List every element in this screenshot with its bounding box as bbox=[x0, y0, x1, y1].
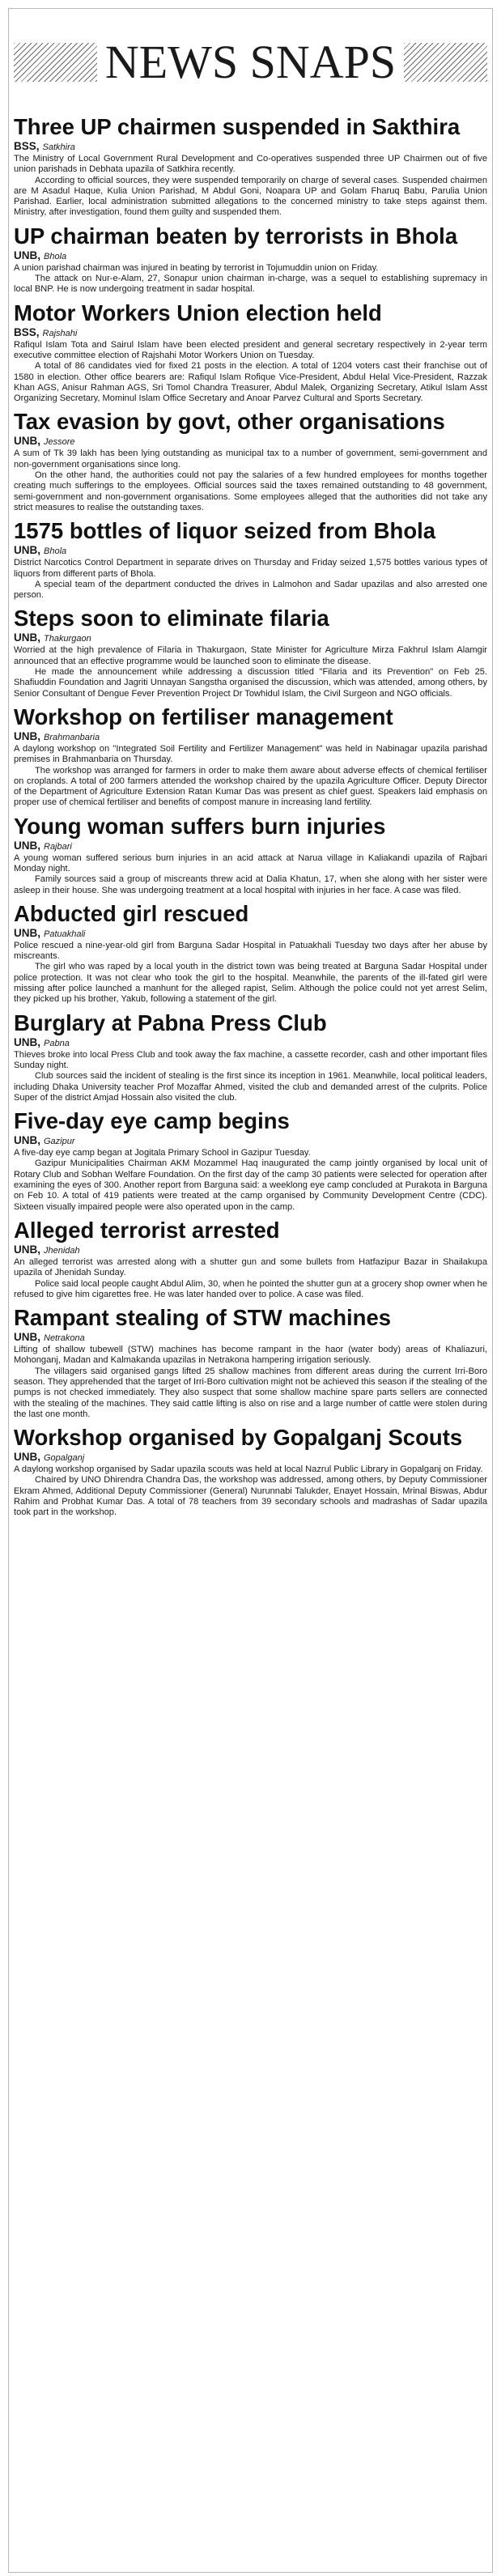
news-agency: BSS, bbox=[14, 140, 40, 152]
dateline-place: Bhola bbox=[44, 251, 67, 261]
paragraph: An alleged terrorist was arrested along with a shutter gun and some bullets from Hatfazipur Bazar in Shailakupa upazila of Jhenidah Sunday. bbox=[14, 1256, 487, 1278]
story-body bbox=[14, 448, 487, 513]
news-item bbox=[14, 901, 487, 1005]
paragraph: A daylong workshop organised by Sadar upazila scouts was held at local Nazrul Public Library in Gopalganj on Friday. bbox=[14, 1464, 483, 1475]
news-item bbox=[14, 814, 487, 896]
news-item bbox=[14, 1305, 487, 1420]
paragraph: A total of 86 candidates vied for fixed 21 posts in the election. A total of 1204 voters cast their franchise out of 1580 in election. Other office bearers are: Rafiqul Islam Rofique Vice-President, Abdul Helal Vice-President, Razzak Khan AGS, Anisur Rahman AGS, Sri Tomol Chandra Treasurer, Abdul Malek, Organizing Secretary, Atikul Islam Asst Organizing Secretary, Mominul Islam Office Secretary and Anoar Parvez Cultural and Sports Secretary. bbox=[14, 361, 487, 404]
headline: Five-day eye camp begins bbox=[14, 1108, 290, 1134]
news-item bbox=[14, 300, 487, 405]
dateline-place: Gopalganj bbox=[44, 1453, 85, 1464]
dateline-place: Patuakhali bbox=[44, 929, 86, 939]
dateline-place: Rajshahi bbox=[42, 328, 78, 338]
story-body bbox=[14, 853, 487, 896]
dateline bbox=[14, 840, 487, 853]
news-agency: UNB, bbox=[14, 839, 40, 852]
headline: Abducted girl rescued bbox=[14, 900, 249, 926]
headline: Young woman suffers burn injuries bbox=[14, 813, 386, 839]
headline: Steps soon to eliminate filaria bbox=[14, 606, 329, 631]
paragraph: The workshop was arranged for farmers in order to make them aware about adverse effects of chemical fertiliser on croplands. A total of 200 farmers attended the workshop chaired by the upazila Agriculture Officer. Deputy Director of the Department of Agriculture Extension Ratan Kumar Das was present as chief guest. Speakers laid emphasis on proper use of chemical fertiliser and benefits of compost manure in increasing land fertility. bbox=[14, 765, 487, 808]
paragraph: A five-day eye camp began at Jogitala Primary School in Gazipur Tuesday. bbox=[14, 1148, 311, 1158]
dateline bbox=[14, 927, 487, 941]
dateline bbox=[14, 1243, 487, 1257]
paragraph: A young woman suffered serious burn injuries in an acid attack at Narua village in Kaliakandi upazila of Rajbari Monday night. bbox=[14, 852, 487, 874]
story-body bbox=[14, 941, 487, 1005]
news-agency: UNB, bbox=[14, 544, 40, 557]
paragraph: District Narcotics Control Department in separate drives on Thursday and Friday seized 1,575 bottles various types of liquors from different parts of Bhola. bbox=[14, 558, 487, 579]
news-agency: UNB, bbox=[14, 1243, 40, 1256]
news-item bbox=[14, 518, 487, 601]
dateline-place: Brahmanbaria bbox=[44, 732, 100, 742]
paragraph: A special team of the department conducted the drives in Lalmohon and Sadar upazilas and also arrested one person. bbox=[14, 579, 487, 601]
news-item bbox=[14, 1108, 487, 1213]
dateline bbox=[14, 249, 487, 263]
paragraph: Police said local people caught Abdul Alim, 30, when he pointed the shutter gun at a grocery shop owner when he refused to give him cigarettes free. He was later handed over to police. A case was filed. bbox=[14, 1278, 487, 1299]
headline: Workshop organised by Gopalganj Scouts bbox=[14, 1425, 463, 1451]
news-snaps-column bbox=[8, 8, 493, 2573]
dateline bbox=[14, 544, 487, 558]
masthead-title: NEWS SNAPS bbox=[104, 36, 397, 88]
masthead bbox=[14, 9, 487, 111]
paragraph: The Ministry of Local Government Rural Development and Co-operatives suspended three UP Chairmen out of five union parishads in Debhata upazila of Satkhira recently. bbox=[14, 154, 487, 175]
news-agency: UNB, bbox=[14, 1331, 40, 1344]
story-body bbox=[14, 263, 487, 295]
news-agency: UNB, bbox=[14, 435, 40, 448]
paragraph: Police rescued a nine-year-old girl from Barguna Sadar Hospital in Patuakhali Tuesday two days after her abuse by miscreants. bbox=[14, 940, 487, 962]
story-body bbox=[14, 1345, 487, 1420]
dateline bbox=[14, 1451, 487, 1464]
dateline bbox=[14, 1331, 487, 1345]
story-body bbox=[14, 1464, 487, 1518]
story-body bbox=[14, 645, 487, 699]
headline: 1575 bottles of liquor seized from Bhola bbox=[14, 518, 436, 544]
headline: Rampant stealing of STW machines bbox=[14, 1305, 392, 1331]
story-body bbox=[14, 1050, 487, 1103]
paragraph: The attack on Nur-e-Alam, 27, Sonapur union chairman in-charge, was a sequel to establishing supremacy in local BNP. He is now undergoing treatment in sadar hospital. bbox=[14, 274, 487, 295]
paragraph: The girl who was raped by a local youth in the district town was being treated at Barguna Sadar Hospital under police protection. It was not clear who took the girl to the hospital. Meanwhile, the parents of the ill-fated girl were missing after police launched a manhunt for the alleged rapist, Selim. Although the police could not yet arrest Selim, they picked up his brother, Yakub, following a statement of the girl. bbox=[14, 962, 487, 1005]
dateline-place: Rajbari bbox=[44, 841, 72, 852]
paragraph: On the other hand, the authorities could not pay the salaries of a few hundred employees for months together creating much sufferings to the employees. Official sources said the taxes remained outstanding to 48 government, semi-government and non-government organisations. Some employees alleged that the authorities did not take any strict measures to realise the outstanding taxes. bbox=[14, 470, 487, 512]
paragraph: Chaired by UNO Dhirendra Chandra Das, the workshop was addressed, among others, by Deputy Commissioner Ekram Ahmed, Additional Deputy Commissioner (General) Nurunnabi Talukder, Enayet Hossain, Mrinal Biswas, Abdur Rahim and Probhat Kumar Das. A total of 78 teachers from 39 secondary schools and madrashas of Sadar upazila took part in the workshop. bbox=[14, 1475, 487, 1518]
news-item bbox=[14, 1425, 487, 1518]
dateline-place: Satkhira bbox=[42, 142, 75, 152]
paragraph: He made the announcement while addressing a discussion titled "Filaria and its Prevention" on Feb 25. Shafiuddin Foundation and Jagriti Unnayan Sangstha organised the discussion, which was attended, among others, by Senior Consultant of Dengue Fever Prevention Project Dr Towhidul Islam, the Civil Surgeon and NGO officials. bbox=[14, 667, 487, 699]
headline: Workshop on fertiliser management bbox=[14, 704, 393, 729]
dateline-place: Netrakona bbox=[44, 1333, 85, 1344]
news-agency: UNB, bbox=[14, 1134, 40, 1147]
dateline-place: Jessore bbox=[44, 437, 75, 448]
story-list bbox=[14, 114, 487, 1519]
paragraph: Lifting of shallow tubewell (STW) machines has become rampant in the haor (water body) areas of Khaliazuri, Mohonganj, Madan and Kalmakanda upazilas in Netrakona hampering irrigation seriously. bbox=[14, 1345, 487, 1366]
dateline bbox=[14, 326, 487, 340]
dateline-place: Jhenidah bbox=[44, 1245, 80, 1256]
dateline bbox=[14, 730, 487, 744]
news-agency: UNB, bbox=[14, 1451, 40, 1464]
news-item bbox=[14, 704, 487, 809]
dateline bbox=[14, 140, 487, 154]
paragraph: Worried at the high prevalence of Filaria in Thakurgaon, State Minister for Agriculture Mirza Fakhrul Islam Alamgir announced that an effective programme would be launched soon to eliminate the disease. bbox=[14, 645, 487, 666]
paragraph: Family sources said a group of miscreants threw acid at Dalia Khatun, 17, when she along with her sister were asleep in their house. She was undergoing treatment at a local hospital with injuries in her face. A case was filed. bbox=[14, 874, 487, 895]
paragraph: Club sources said the incident of stealing is the first since its inception in 1961. Meanwhile, local political leaders, including Dhaka University teacher Prof Mozaffar Ahmed, visited the club and demanded arrest of the culprits. Police Super of the district Amjad Hossain also visited the club. bbox=[14, 1071, 487, 1103]
news-agency: BSS, bbox=[14, 325, 40, 338]
news-item bbox=[14, 114, 487, 219]
headline: Three UP chairmen suspended in Sakthira bbox=[14, 114, 461, 139]
story-body bbox=[14, 558, 487, 601]
paragraph: The villagers said organised gangs lifted 25 shallow machines from different areas during the current Irri-Boro season. They apprehended that the target of Irri-Boro cultivation might not be achieved this season if the stealing of the pumps is not checked immediately. They also suspect that some shallow machine spare parts sellers are connected with the stealing of the machines. They said cattle lifting is also on rise and a large number of cattle were stolen during the last one month. bbox=[14, 1366, 487, 1419]
paragraph: A union parishad chairman was injured in beating by terrorist in Tojumuddin union on Friday. bbox=[14, 262, 379, 273]
news-agency: UNB, bbox=[14, 631, 40, 644]
dateline-place: Thakurgaon bbox=[44, 634, 91, 644]
headline: Motor Workers Union election held bbox=[14, 300, 382, 325]
headline: Tax evasion by govt, other organisations bbox=[14, 409, 445, 435]
story-body bbox=[14, 1148, 487, 1213]
news-item bbox=[14, 1218, 487, 1300]
story-body bbox=[14, 340, 487, 405]
paragraph: Gazipur Municipalities Chairman AKM Mozammel Haq inaugurated the camp jointly organised by local unit of Rotary Club and Sobhan Welfare Foundation. On the first day of the camp 30 patients were selected for operation after examining the eyes of 300. Another report from Barguna said: a weeklong eye camp concluded at Purakota in Barguna on Feb 10. A total of 419 patients were treated at the camp organised by Community Development Centre (CDC). Sixteen visually impaired people were also operated upon in the camp. bbox=[14, 1158, 487, 1212]
news-agency: UNB, bbox=[14, 926, 40, 939]
headline: Burglary at Pabna Press Club bbox=[14, 1010, 327, 1035]
paragraph: According to official sources, they were suspended temporarily on charge of several cases. Suspended chairmen are M Asadul Haque, Kulia Union Parishad, M Abdul Goni, Noapara UP and Golam Fharuq Babu, Parulia Union Parishad. Earlier, local administration submitted allegations to the concerned ministry to take steps against them. Ministry, after investigation, found them guilty and suspended them. bbox=[14, 175, 487, 218]
news-item bbox=[14, 223, 487, 295]
dateline-place: Bhola bbox=[44, 546, 67, 557]
dateline bbox=[14, 435, 487, 448]
paragraph: A sum of Tk 39 lakh has been lying outstanding as municipal tax to a number of government, semi-government and non-government organisations since long. bbox=[14, 448, 487, 470]
dateline bbox=[14, 1134, 487, 1148]
headline: Alleged terrorist arrested bbox=[14, 1217, 280, 1243]
masthead-hatch-left bbox=[14, 43, 97, 82]
paragraph: A daylong workshop on "Integrated Soil Fertility and Fertilizer Management" was held in Nabinagar upazila parishad premises in Brahmanbaria on Thursday. bbox=[14, 743, 487, 765]
news-item bbox=[14, 409, 487, 513]
dateline bbox=[14, 1036, 487, 1050]
news-agency: UNB, bbox=[14, 1035, 40, 1048]
headline: UP chairman beaten by terrorists in Bhola bbox=[14, 223, 458, 249]
story-body bbox=[14, 154, 487, 219]
news-agency: UNB, bbox=[14, 729, 40, 742]
news-item bbox=[14, 606, 487, 699]
paragraph: Thieves broke into local Press Club and took away the fax machine, a cassette recorder, cash and other important files Sunday night. bbox=[14, 1049, 487, 1070]
masthead-hatch-right bbox=[404, 43, 487, 82]
news-item bbox=[14, 1010, 487, 1103]
paragraph: Rafiqul Islam Tota and Sairul Islam have been elected president and general secretary respectively in 2-year term executive committee election of Rajshahi Motor Workers Union on Tuesday. bbox=[14, 339, 487, 360]
story-body bbox=[14, 744, 487, 809]
story-body bbox=[14, 1257, 487, 1300]
dateline-place: Gazipur bbox=[44, 1137, 75, 1147]
dateline bbox=[14, 631, 487, 645]
news-agency: UNB, bbox=[14, 249, 40, 261]
dateline-place: Pabna bbox=[44, 1038, 70, 1048]
